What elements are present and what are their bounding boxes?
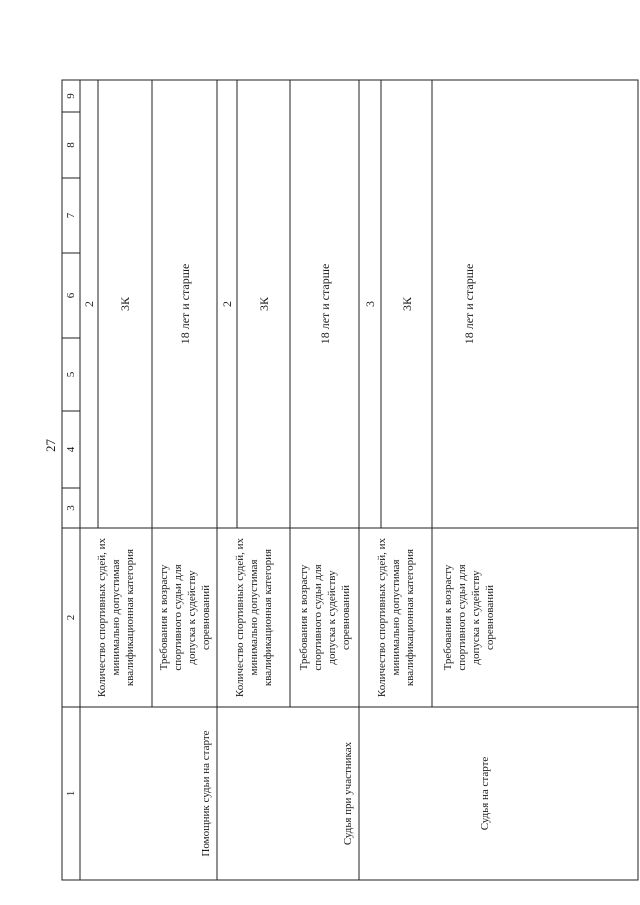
section-1-age-value: 18 лет и старше <box>177 263 192 345</box>
page-number: 27 <box>43 439 58 452</box>
section-1-category-value: 3К <box>118 297 132 312</box>
col-header-1: 1 <box>65 790 77 797</box>
col-header-7: 7 <box>65 212 77 219</box>
col-header-6: 6 <box>65 292 77 299</box>
section-1-count-label: Количество спортивных судей, их минимально допустимая квалификационная категория <box>96 537 136 698</box>
section-3-count-value: 3 <box>363 301 377 307</box>
section-1-age-label: Требования к возрасту спортивного судьи для допуска к судейству соревнований <box>157 564 212 671</box>
section-1-role: Помощник судьи на старте <box>200 730 212 857</box>
section-2-role: Судья при участниках <box>342 741 354 846</box>
col-header-2: 2 <box>65 614 77 621</box>
section-1-count-value: 2 <box>82 301 96 307</box>
section-3-category-value: 3К <box>399 297 414 312</box>
col-header-4: 4 <box>65 446 77 453</box>
section-3-age-label: Требования к возрасту спортивного судьи для допуска к судейству соревнований <box>442 564 496 671</box>
section-2-category-value: 3К <box>256 297 271 312</box>
col-header-5: 5 <box>65 371 77 378</box>
section-2-age-value: 18 лет и старше <box>317 263 332 345</box>
col-header-3: 3 <box>65 505 77 511</box>
section-2-count-label: Количество спортивных судей, их минимально допустимая квалификационная категория <box>233 537 274 698</box>
section-2-count-value: 2 <box>220 301 234 307</box>
col-header-9: 9 <box>65 93 77 99</box>
section-2-age-label: Требования к возрасту спортивного судьи для допуска к судейству соревнований <box>297 564 352 671</box>
col-header-8: 8 <box>65 142 77 148</box>
section-3-role: Судья на старте <box>479 756 491 831</box>
section-3-age-value: 18 лет и старше <box>462 263 476 345</box>
section-3-count-label: Количество спортивных судей, их минимально допустимая квалификационная категория <box>375 537 416 698</box>
